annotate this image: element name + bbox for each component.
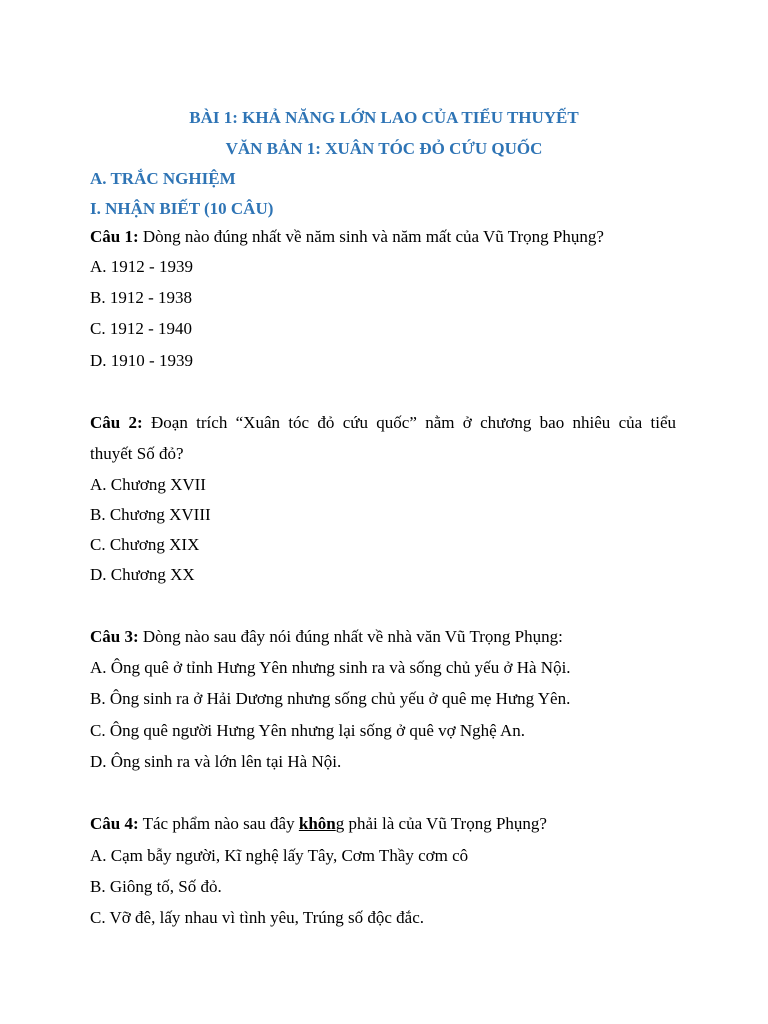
question-label: Câu 3: [90, 627, 139, 646]
q4-option-a: A. Cạm bẫy người, Kĩ nghệ lấy Tây, Cơm Thầy cơm cô [90, 846, 469, 865]
q2-option-b: B. Chương XVIII [90, 505, 211, 524]
q1-option-a: A. 1912 - 1939 [90, 257, 193, 276]
q2-option-a: A. Chương XVII [90, 475, 206, 494]
q3-option-d: D. Ông sinh ra và lớn lên tại Hà Nội. [90, 752, 342, 771]
question-label: Câu 1: [90, 227, 139, 246]
question-1 [90, 227, 604, 247]
question-text: Đoạn trích “Xuân tóc đỏ cứu quốc” nằm ở chương bao nhiêu của tiểu [142, 413, 676, 432]
question-4 [90, 814, 547, 834]
q1-option-c: C. 1912 - 1940 [90, 319, 192, 338]
section-i-heading: I. NHẬN BIẾT (10 CÂU) [90, 199, 274, 218]
q2-option-c: C. Chương XIX [90, 535, 200, 554]
question-3 [90, 627, 563, 647]
question-2 [90, 413, 676, 433]
question-label: Câu 2: [90, 413, 143, 432]
question-text: Tác phẩm nào sau đây [138, 814, 299, 833]
question-text: Dòng nào đúng nhất về năm sinh và năm mất của Vũ Trọng Phụng? [138, 227, 604, 246]
q1-option-b: B. 1912 - 1938 [90, 288, 192, 307]
q4-option-c: C. Vỡ đê, lấy nhau vì tình yêu, Trúng số độc đắc. [90, 908, 425, 927]
q2-option-d: D. Chương XX [90, 565, 195, 584]
q4-option-b: B. Giông tố, Số đỏ. [90, 877, 222, 896]
negation-emphasis: khôn [298, 814, 336, 833]
question-text-end: g phải là của Vũ Trọng Phụng? [335, 814, 547, 833]
q1-option-d: D. 1910 - 1939 [90, 351, 193, 370]
question-2-continued: thuyết Số đỏ? [90, 444, 184, 463]
section-a-heading: A. TRẮC NGHIỆM [90, 169, 236, 188]
question-text: Dòng nào sau đây nói đúng nhất về nhà văn Vũ Trọng Phụng: [138, 627, 563, 646]
lesson-title: BÀI 1: KHẢ NĂNG LỚN LAO CỦA TIỂU THUYẾT [189, 108, 579, 127]
text-title: VĂN BẢN 1: XUÂN TÓC ĐỎ CỨU QUỐC [225, 139, 543, 158]
q3-option-a: A. Ông quê ở tỉnh Hưng Yên nhưng sinh ra và sống chủ yếu ở Hà Nội. [90, 658, 571, 677]
q3-option-b: B. Ông sinh ra ở Hải Dương nhưng sống chủ yếu ở quê mẹ Hưng Yên. [90, 689, 571, 708]
question-label: Câu 4: [90, 814, 139, 833]
q3-option-c: C. Ông quê người Hưng Yên nhưng lại sống ở quê vợ Nghệ An. [90, 721, 526, 740]
